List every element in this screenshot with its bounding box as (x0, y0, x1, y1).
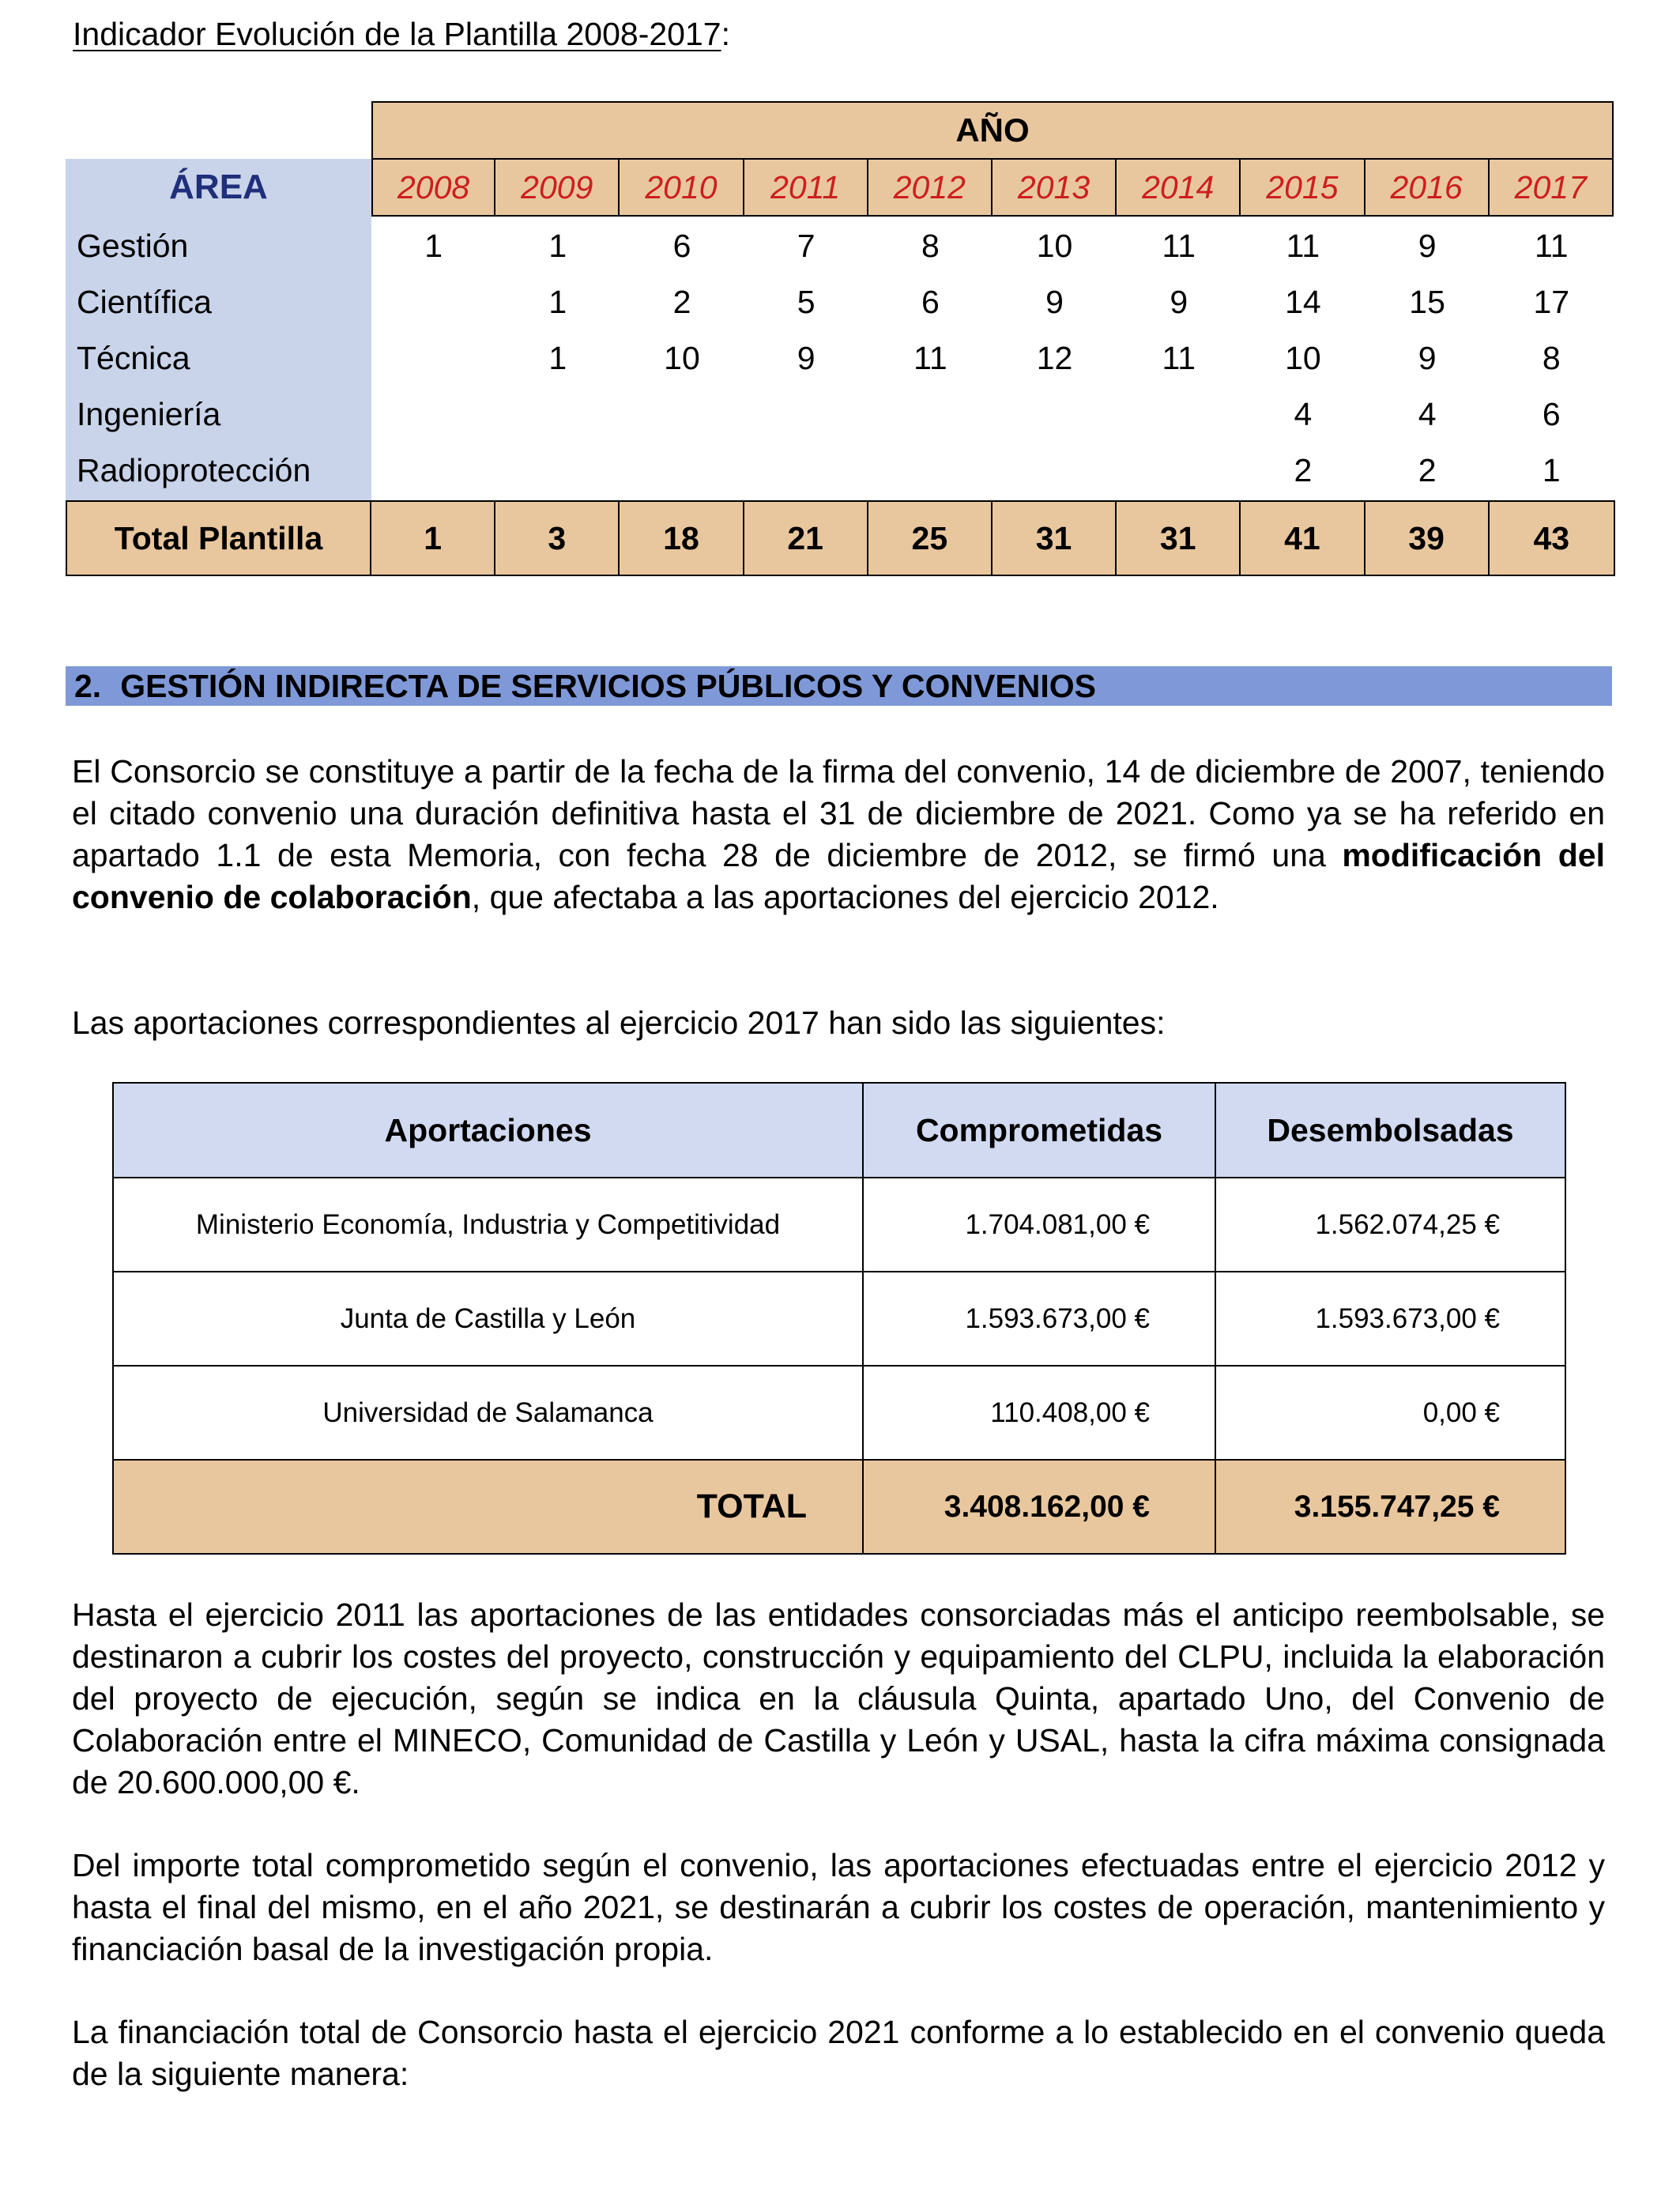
table-row (66, 274, 1614, 330)
cell-value: 1 (548, 228, 567, 264)
year-cell: 2014 (1117, 158, 1241, 217)
cell-value: 11 (1162, 340, 1196, 376)
year-cell: 2012 (868, 158, 993, 217)
year-cell: 2013 (993, 158, 1117, 217)
contributions-table (112, 1082, 1566, 1555)
total-row (113, 1460, 1565, 1554)
total-value: 25 (868, 502, 993, 575)
staff-data-rows (66, 218, 1614, 499)
total-value: 39 (1365, 502, 1490, 575)
section-number: 2. (74, 667, 102, 704)
table-row (113, 1178, 1565, 1272)
committed-amount: 1.704.081,00 € (863, 1178, 1215, 1272)
cell-value: 2 (1294, 452, 1313, 488)
total-value: 1 (371, 502, 495, 575)
cell-value: 17 (1533, 284, 1570, 320)
total-staff-row (66, 500, 1615, 576)
year-cell: 2016 (1365, 158, 1490, 217)
entity-name: Junta de Castilla y León (113, 1272, 863, 1366)
cell-value: 2 (1418, 452, 1437, 488)
row-area-label: Gestión (77, 228, 189, 264)
cell-value: 6 (1542, 396, 1561, 432)
cell-value: 10 (664, 340, 700, 376)
disbursed-amount: 1.593.673,00 € (1215, 1272, 1565, 1366)
cell-value: 4 (1294, 396, 1313, 432)
cell-value: 10 (1285, 340, 1321, 376)
total-label: Total Plantilla (67, 502, 371, 575)
cell-value: 11 (1162, 228, 1196, 264)
cell-value: 4 (1418, 396, 1437, 432)
table-header-row (113, 1083, 1565, 1178)
cell-value: 6 (921, 284, 940, 320)
year-cell: 2010 (620, 158, 744, 217)
committed-amount: 110.408,00 € (863, 1366, 1215, 1460)
paragraph-2: Las aportaciones correspondientes al ejercicio 2017 han sido las siguientes: (72, 1005, 1166, 1041)
heading-text: Indicador Evolución de la Plantilla 2008-2017 (73, 16, 721, 52)
total-value: 31 (993, 502, 1117, 575)
year-cell: 2017 (1490, 158, 1614, 217)
cell-value: 11 (913, 340, 947, 376)
cell-value: 10 (1036, 228, 1073, 264)
total-label: TOTAL (113, 1460, 863, 1554)
disbursed-amount: 1.562.074,25 € (1215, 1178, 1565, 1272)
para1-bold-text: modificación del convenio de colaboración (72, 837, 1605, 915)
table-row (66, 218, 1614, 274)
area-header-cell: ÁREA (169, 168, 268, 206)
cell-value: 9 (1418, 228, 1437, 264)
year-cell: 2008 (371, 158, 495, 217)
cell-value: 1 (424, 228, 443, 264)
cell-value: 15 (1409, 284, 1445, 320)
cell-value: 12 (1036, 340, 1073, 376)
row-area-label: Científica (77, 284, 212, 320)
cell-value: 9 (1045, 284, 1064, 320)
row-area-label: Radioprotección (77, 452, 311, 488)
committed-amount: 1.593.673,00 € (863, 1272, 1215, 1366)
total-value: 21 (744, 502, 868, 575)
total-value: 3 (495, 502, 620, 575)
row-area-label: Ingeniería (77, 396, 221, 432)
section-title: GESTIÓN INDIRECTA DE SERVICIOS PÚBLICOS Y CONVENIOS (120, 667, 1096, 704)
cell-value: 1 (1542, 452, 1561, 488)
cell-value: 1 (548, 284, 567, 320)
row-area-label: Técnica (77, 340, 190, 376)
heading-colon: : (721, 16, 730, 52)
total-committed: 3.408.162,00 € (863, 1460, 1215, 1554)
table-row (113, 1366, 1565, 1460)
total-disbursed: 3.155.747,25 € (1215, 1460, 1565, 1554)
cell-value: 9 (797, 340, 816, 376)
cell-value: 2 (672, 284, 691, 320)
cell-value: 1 (548, 340, 567, 376)
total-value: 41 (1241, 502, 1365, 575)
table-row (66, 443, 1614, 499)
cell-value: 8 (1542, 340, 1561, 376)
header-desembolsadas: Desembolsadas (1215, 1083, 1565, 1178)
table-row (113, 1272, 1565, 1366)
paragraph-5: La financiación total de Consorcio hasta el ejercicio 2021 conforme a lo establecido en el convenio queda de la siguiente manera: (72, 2014, 1605, 2092)
cell-value: 7 (797, 228, 816, 264)
cell-value: 9 (1418, 340, 1437, 376)
table-row (66, 330, 1614, 386)
cell-value: 11 (1286, 228, 1320, 264)
total-value: 43 (1533, 519, 1570, 556)
paragraph-4: Del importe total comprometido según el convenio, las aportaciones efectuadas entre el ejercicio 2012 y hasta el final del mismo, en el año 2021, se destinarán a cubrir los costes de operación, mantenimiento y financiación basal de la investigación propia. (72, 1847, 1605, 1967)
year-cell: 2009 (495, 158, 620, 217)
cell-value: 9 (1170, 284, 1188, 320)
table-row (66, 386, 1614, 443)
years-row (371, 158, 1614, 217)
total-value: 31 (1117, 502, 1241, 575)
year-cell: 2015 (1241, 158, 1365, 217)
cell-value: 11 (1535, 228, 1569, 264)
entity-name: Universidad de Salamanca (113, 1366, 863, 1460)
disbursed-amount: 0,00 € (1215, 1366, 1565, 1460)
year-cell: 2011 (744, 158, 868, 217)
cell-value: 14 (1285, 284, 1321, 320)
paragraph-3: Hasta el ejercicio 2011 las aportaciones de las entidades consorciadas más el anticipo reembolsable, se destinaron a cubrir los costes del proyecto, construcción y equipamiento del CLPU, incluida la elaboración del proyecto de ejecución, según se indica en la cláusula Quinta, apartado Uno, del Convenio de Colaboración entre el MINECO, Comunidad de Castilla y León y USAL, hasta la cifra máxima consignada de 20.600.000,00 €. (72, 1596, 1605, 1800)
header-aportaciones: Aportaciones (113, 1083, 863, 1178)
paragraph-1 (72, 751, 1605, 918)
total-value: 18 (620, 502, 744, 575)
cell-value: 6 (672, 228, 691, 264)
year-header-cell: AÑO (371, 101, 1614, 160)
para1-text-end: , que afectaba a las aportaciones del ejercicio 2012. (471, 879, 1219, 915)
section-heading (66, 666, 1612, 706)
header-comprometidas: Comprometidas (863, 1083, 1215, 1178)
cell-value: 5 (797, 284, 816, 320)
para1-text-start: El Consorcio se constituye a partir de la fecha de la firma del convenio, 14 de diciembre de 2007, teniendo el citado convenio una duración definitiva hasta el 31 de diciembre de 2021. Como ya se ha referido en apartado 1.1 de esta Memoria, con fecha 28 de diciembre de 2012, se firmó una (72, 753, 1605, 873)
entity-name: Ministerio Economía, Industria y Competitividad (113, 1178, 863, 1272)
cell-value: 8 (921, 228, 940, 264)
page-heading (73, 16, 730, 53)
